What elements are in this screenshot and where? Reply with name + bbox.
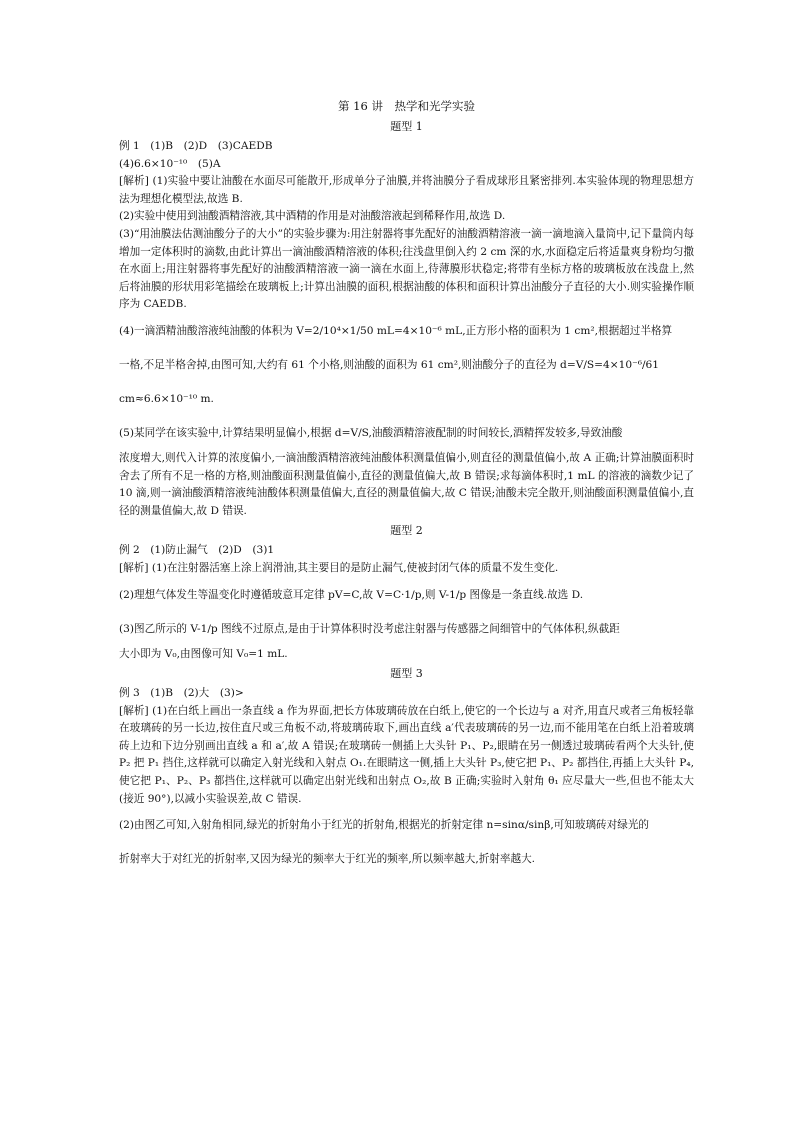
example-1-answers-line-1: 例 1 (1)B (2)D (3)CAEDB [119,140,273,152]
example-2-analysis-part-2: (2)理想气体发生等温变化时遵循玻意耳定律 pV=C,故 V=C·1/p,则 V-1/p 图像是一条直线.故选 D. [119,588,584,601]
section-heading-1: 题型 1 [390,120,423,133]
example-1-analysis-part-1: [解析] (1)实验中要让油酸在水面尽可能散开,形成单分子油膜,并将油膜分子看成球形且紧密排列.本实验体现的物理思想方法为理想化模型法,故选 B. [119,175,694,205]
example-3-answers: 例 3 (1)B (2)大 (3)> [119,687,244,700]
example-2-answers: 例 2 (1)防止漏气 (2)D (3)1 [119,544,275,557]
section-heading-2: 题型 2 [390,524,423,538]
example-1-analysis-part-5-line-1: (5)某同学在该实验中,计算结果明显偏小,根据 d=V/S,油酸酒精溶液配制的时间较长,酒精挥发较多,导致油酸 [119,426,623,439]
example-2-analysis-part-3-line-2: 大小即为 V₀,由图像可知 V₀=1 mL. [119,647,288,660]
example-1-analysis-part-4-line-3: cm≈6.6×10⁻¹⁰ m. [119,392,214,405]
example-2-analysis-part-1: [解析] (1)在注射器活塞上涂上润滑油,其主要目的是防止漏气,使被封闭气体的质量不发生变化. [119,561,559,574]
example-3-analysis-part-2-line-1: (2)由图乙可知,入射角相同,绿光的折射角小于红光的折射角,根据光的折射定律 n=sinα/sinβ,可知玻璃砖对绿光的 [119,819,650,832]
page-title: 第 16 讲 热学和光学实验 [338,99,475,113]
example-3-analysis-part-1: [解析] (1)在白纸上画出一条直线 a 作为界面,把长方体玻璃砖放在白纸上,使它的一个长边与 a 对齐,用直尺或者三角板轻靠在玻璃砖的另一长边,按住直尺或三角板不动,将玻璃砖取下,画出直线 a′代表玻璃砖的另一边,而不能用笔在白纸上沿着玻璃砖上边和下边分别画出直线 a 和 a′,故 A 错误;在玻璃砖一侧插上大头针 P₁、P₂,眼睛在另一侧透过玻璃砖看两个大头针,使 P₂ 把 P₁ 挡住,这样就可以确定入射光线和入射点 O₁.在眼睛这一侧,插上大头针 P₃,使它把 P₁、P₂ 都挡住,再插上大头针 P₄,使它把 P₁、P₂、P₃ 都挡住,这样就可以确定出射光线和出射点 O₂,故 B 正确;实验时入射角 θ₁ 应尽量大一些,但也不能太大(接近 90°),以减小实验误差,故 C 错误. [119,704,694,805]
example-1-analysis-part-3: (3)“用油膜法估测油酸分子的大小”的实验步骤为:用注射器将事先配好的油酸酒精溶液一滴一滴地滴入量筒中,记下量筒内每增加一定体积时的滴数,由此计算出一滴油酸酒精溶液的体积;往浅盘里倒入约 2 cm 深的水,水面稳定后将适量爽身粉均匀撒在水面上;用注射器将事先配好的油酸酒精溶液一滴一滴在水面上,待薄膜形状稳定;将带有坐标方格的玻璃板放在浅盘上,然后将油膜的形状用彩笔描绘在玻璃板上;计算出油膜的面积,根据油酸的体积和面积计算出油酸分子直径的大小.则实验操作顺序为 CAEDB. [119,227,694,311]
example-1-analysis-part-4-line-2: 一格,不足半格舍掉,由图可知,大约有 61 个小格,则油酸的面积为 61 cm²,则油酸分子的直径为 d=V/S=4×10⁻⁶/61 [119,358,660,371]
example-1-analysis-part-4-line-1: (4)一滴酒精油酸溶液纯油酸的体积为 V=2/10⁴×1/50 mL=4×10⁻⁶ mL,正方形小格的面积为 1 cm²,根据超过半格算 [119,324,673,337]
example-1-analysis-part-5-rest: 浓度增大,则代入计算的浓度偏小,一滴油酸酒精溶液纯油酸体积测量值偏小,则直径的测量值偏小,故 A 正确;计算油膜面积时舍去了所有不足一格的方格,则油酸面积测量值偏小,直径的测量值偏大,故 B 错误;求每滴体积时,1 mL 的溶液的滴数少记了 10 滴,则一滴油酸酒精溶液纯油酸体积测量值偏大,直径的测量值偏大,故 C 错误;油酸未完全散开,则油酸面积测量值偏小,直径的测量值偏大,故 D 错误. [119,451,694,517]
example-3-analysis-part-2-line-2: 折射率大于对红光的折射率,又因为绿光的频率大于红光的频率,所以频率越大,折射率越大. [119,853,536,866]
document-content [119,96,694,876]
example-1-analysis-part-2: (2)实验中使用到油酸酒精溶液,其中酒精的作用是对油酸溶液起到稀释作用,故选 D. [119,210,506,223]
example-2-analysis-part-3-line-1: (3)图乙所示的 V-1/p 图线不过原点,是由于计算体积时没考虑注射器与传感器之间细管中的气体体积,纵截距 [119,622,620,635]
example-1-answers-line-2: (4)6.6×10⁻¹⁰ (5)A [119,157,221,170]
section-heading-3: 题型 3 [390,667,423,681]
